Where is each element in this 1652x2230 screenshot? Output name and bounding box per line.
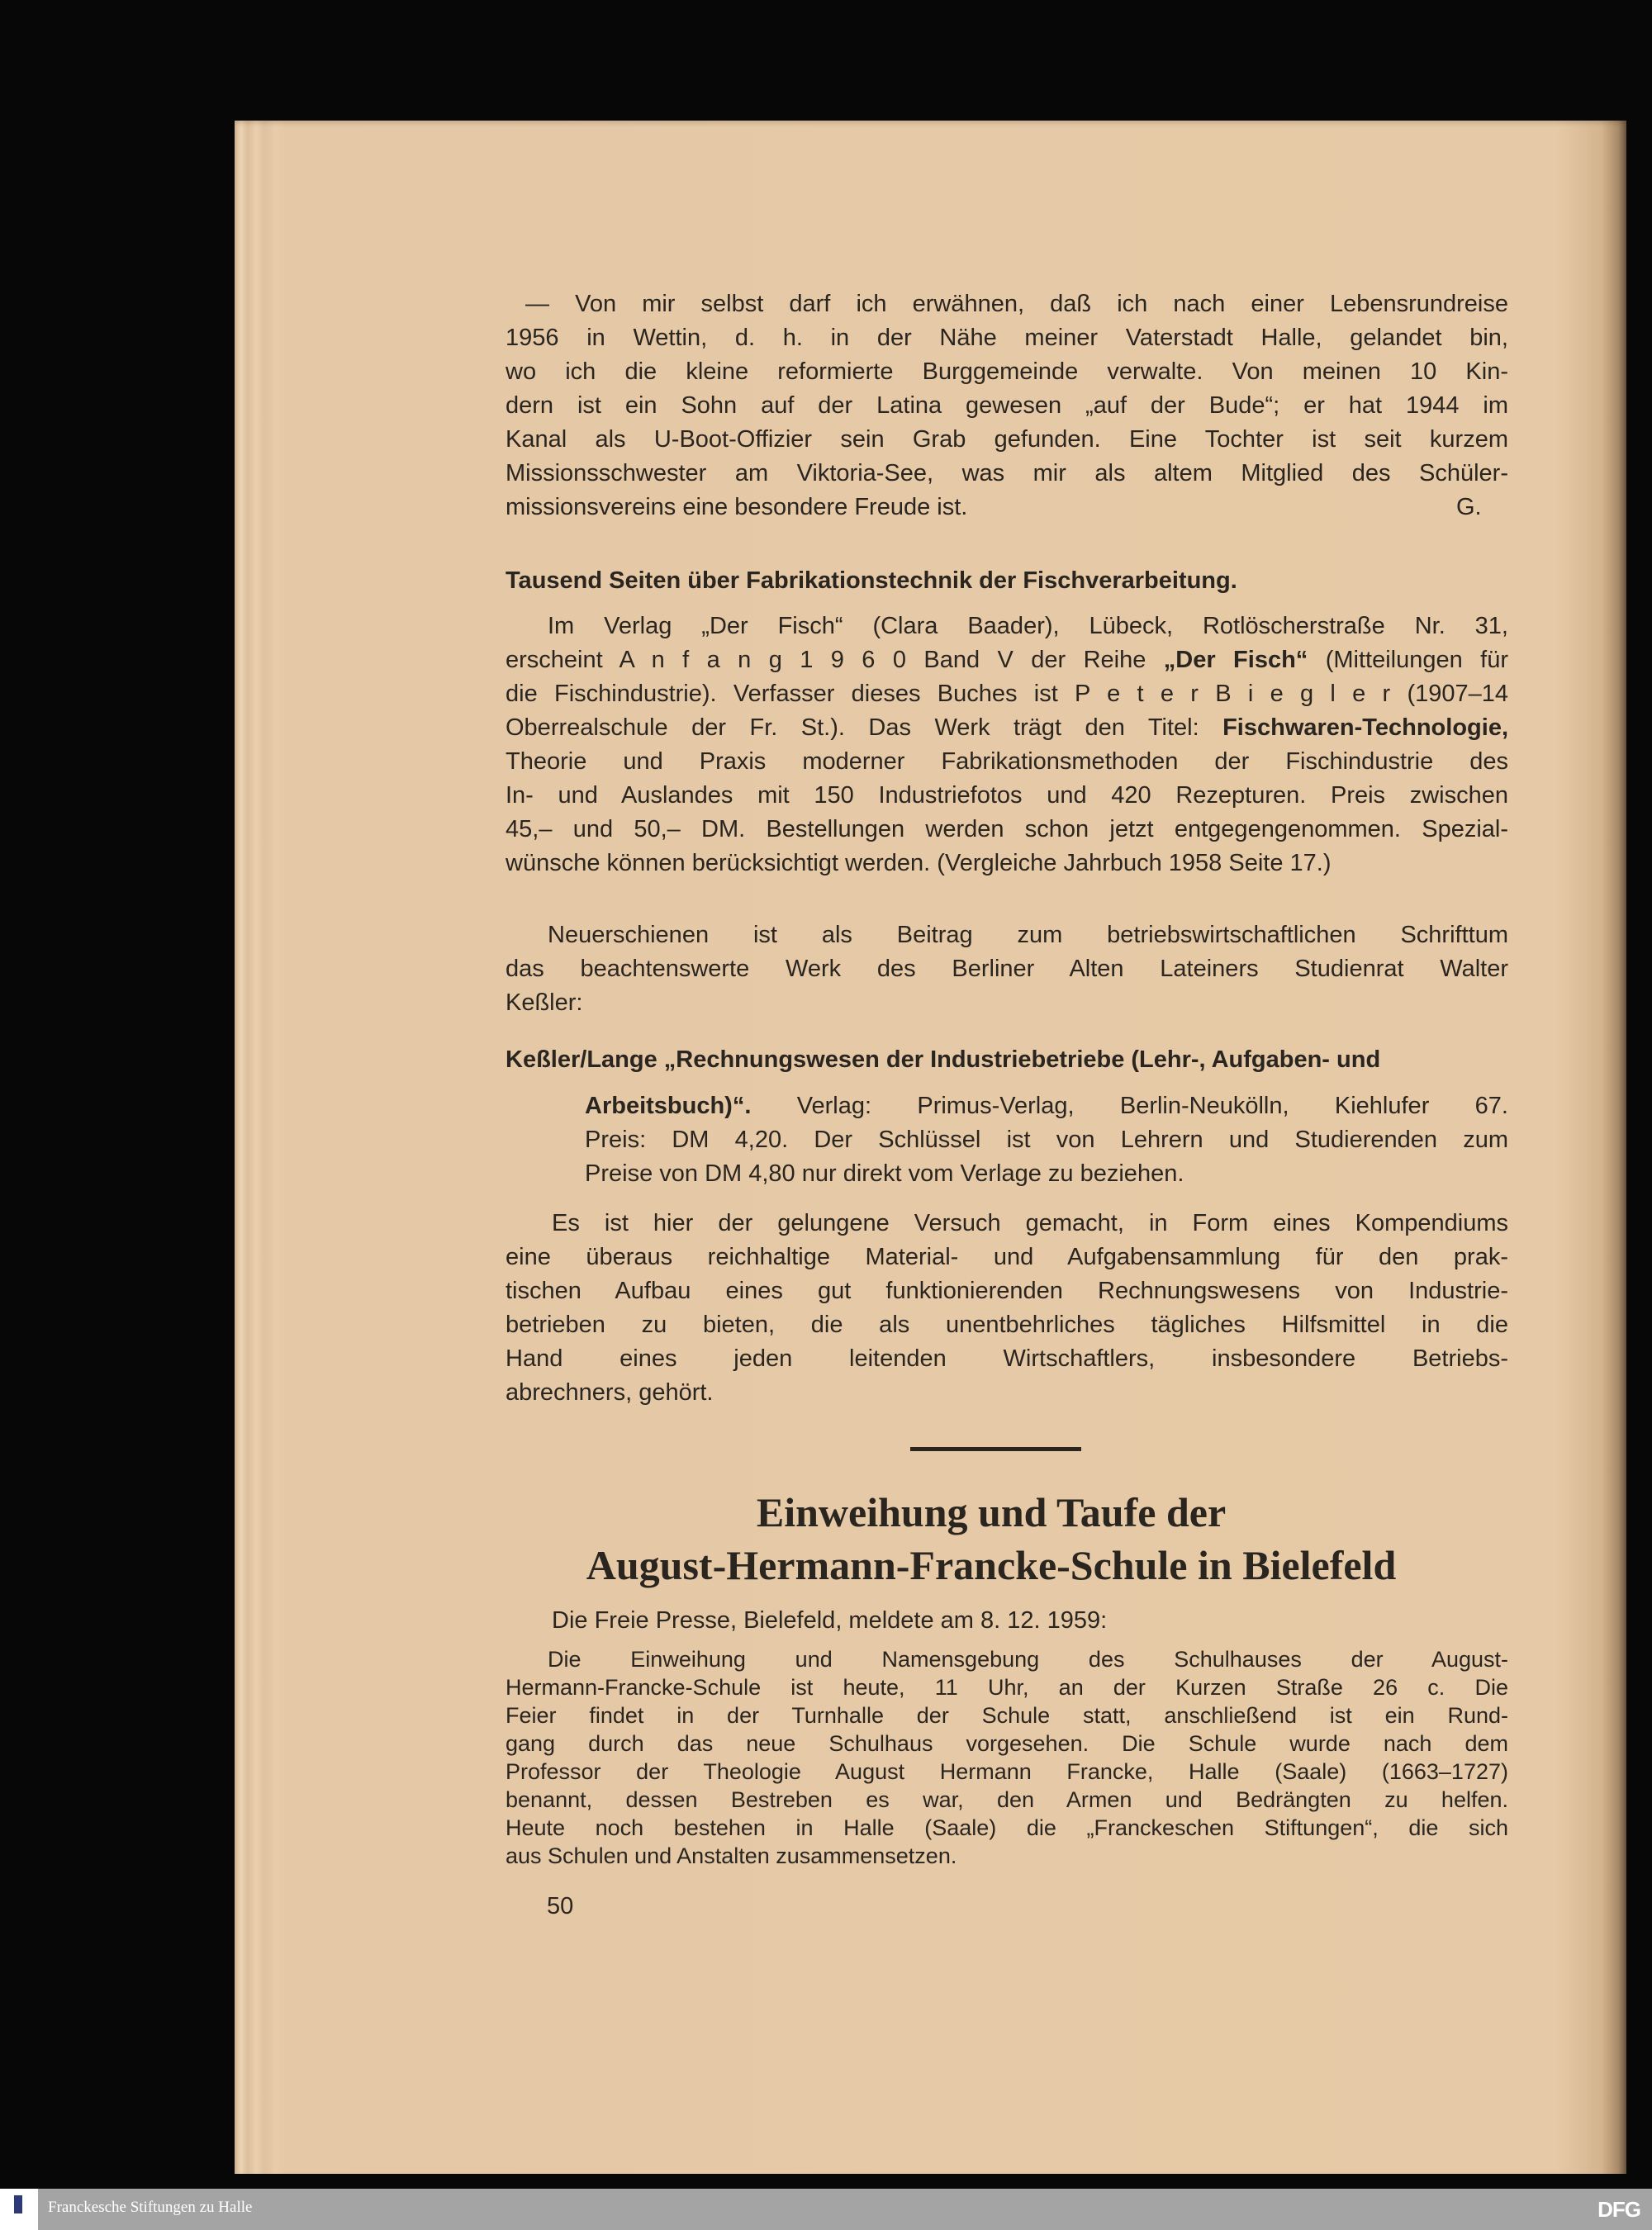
text-segment: Verlag: Primus-Verlag, Berlin-Neukölln, Kiehlufer 67.: [751, 1093, 1508, 1119]
book-citation-details: [585, 1089, 1508, 1191]
text-line: benannt, dessen Bestreben es war, den Armen und Bedrängten zu helfen.: [506, 1787, 1508, 1812]
text-line: missionsvereins eine besondere Freude ist.: [506, 494, 968, 520]
text-line: tischen Aufbau eines gut funktionierenden Rechnungswesens von Industrie-: [506, 1278, 1508, 1304]
page-number: 50: [547, 1893, 574, 1919]
text-line: 45,– und 50,– DM. Bestellungen werden schon jetzt entgegengenommen. Spezial-: [506, 816, 1508, 842]
text-line: 1956 in Wettin, d. h. in der Nähe meiner Vaterstadt Halle, gelandet bin,: [506, 325, 1508, 351]
viewer-footer: [0, 2189, 1652, 2230]
text-line: das beachtenswerte Werk des Berliner Alten Lateiners Studienrat Walter: [506, 956, 1508, 982]
text-line: Keßler:: [506, 989, 583, 1016]
article-title-line-2: August-Hermann-Francke-Schule in Bielefeld: [586, 1542, 1397, 1588]
text-line: [585, 1089, 1508, 1123]
signature-initial: G.: [1456, 494, 1482, 520]
bold-text: Arbeitsbuch)“.: [585, 1093, 752, 1119]
text-line: Missionsschwester am Viktoria-See, was mir als altem Mitglied des Schüler-: [506, 460, 1508, 486]
section-heading-fish-book: [506, 564, 1508, 598]
text-line: Kanal als U-Boot-Offizier sein Grab gefunden. Eine Tochter ist seit kurzem: [506, 426, 1508, 453]
text-line: [506, 1043, 1508, 1077]
text-line: gang durch das neue Schulhaus vorgesehen. Die Schule wurde nach dem: [506, 1731, 1508, 1756]
text-line: Preise von DM 4,80 nur direkt vom Verlage zu beziehen.: [585, 1160, 1184, 1187]
text-line: dern ist ein Sohn auf der Latina gewesen „auf der Bude“; er hat 1944 im: [506, 392, 1508, 419]
paragraph-new-publication: [506, 918, 1508, 1020]
text-line: Preis: DM 4,20. Der Schlüssel ist von Lehrern und Studierenden zum: [585, 1127, 1508, 1153]
paragraph-fish-book: [506, 610, 1508, 880]
institution-name-link[interactable]: Franckesche Stiftungen zu Halle: [48, 2199, 253, 2216]
text-segment: (Mitteilungen für: [1308, 647, 1508, 673]
bold-text: „Der Fisch“: [1163, 647, 1308, 673]
text-line: betrieben zu bieten, die als unentbehrliches tägliches Hilfsmittel in die: [506, 1312, 1508, 1338]
text-line: [506, 711, 1508, 745]
text-line: [506, 564, 1508, 598]
bold-text: Fischwaren-Technologie,: [1222, 714, 1508, 741]
bold-text: Keßler/Lange „Rechnungswesen der Industriebetriebe (Lehr-, Aufgaben- und: [506, 1046, 1381, 1073]
bold-text: Tausend Seiten über Fabrikationstechnik der Fischverarbeitung.: [506, 567, 1237, 594]
paragraph-school-inauguration: [506, 1645, 1508, 1870]
dfg-logo-icon[interactable]: DFG: [1597, 2197, 1640, 2222]
text-line: wünsche können berücksichtigt werden. (Vergleiche Jahrbuch 1958 Seite 17.): [506, 850, 1332, 876]
paragraph-book-review: [506, 1207, 1508, 1410]
book-citation-heading: [506, 1043, 1508, 1077]
text-line: Es ist hier der gelungene Versuch gemacht, in Form eines Kompendiums: [552, 1210, 1508, 1236]
paragraph-personal-note: [506, 287, 1508, 524]
text-line: Neuerschienen ist als Beitrag zum betriebswirtschaftlichen Schrifttum: [548, 922, 1508, 948]
text-line: die Fischindustrie). Verfasser dieses Buches ist P e t e r B i e g l e r (1907–14: [506, 681, 1508, 707]
text-line: aus Schulen und Anstalten zusammensetzen.: [506, 1843, 957, 1868]
text-line: Hermann-Francke-Schule ist heute, 11 Uhr, an der Kurzen Straße 26 c. Die: [506, 1675, 1508, 1700]
text-line: In- und Auslandes mit 150 Industriefotos und 420 Rezepturen. Preis zwischen: [506, 782, 1508, 809]
article-title-line-1: Einweihung und Taufe der: [756, 1489, 1227, 1535]
text-line: eine überaus reichhaltige Material- und Aufgabensammlung für den prak-: [506, 1244, 1508, 1270]
institution-logo-icon[interactable]: [0, 2189, 38, 2230]
article-lead: Die Freie Presse, Bielefeld, meldete am 8. 12. 1959:: [552, 1607, 1108, 1634]
text-segment: Oberrealschule der Fr. St.). Das Werk trägt den Titel:: [506, 714, 1223, 741]
text-line: abrechners, gehört.: [506, 1379, 714, 1406]
text-line: Feier findet in der Turnhalle der Schule statt, anschließend ist ein Rund-: [506, 1703, 1508, 1728]
text-line: Heute noch bestehen in Halle (Saale) die „Franckeschen Stiftungen“, die sich: [506, 1815, 1508, 1840]
text-line: — Von mir selbst darf ich erwähnen, daß ich nach einer Lebensrundreise: [525, 291, 1508, 317]
text-line: Theorie und Praxis moderner Fabrikationsmethoden der Fischindustrie des: [506, 748, 1508, 775]
text-line: [506, 643, 1508, 677]
text-line: wo ich die kleine reformierte Burggemeinde verwalte. Von meinen 10 Kin-: [506, 358, 1508, 385]
text-line: Im Verlag „Der Fisch“ (Clara Baader), Lübeck, Rotlöscherstraße Nr. 31,: [548, 613, 1508, 639]
section-divider: [910, 1447, 1081, 1451]
text-line: Die Einweihung und Namensgebung des Schulhauses der August-: [548, 1647, 1508, 1672]
text-line: Hand eines jeden leitenden Wirtschaftlers, insbesondere Betriebs-: [506, 1345, 1508, 1372]
text-line: Professor der Theologie August Hermann Francke, Halle (Saale) (1663–1727): [506, 1759, 1508, 1784]
text-segment: erscheint A n f a n g 1 9 6 0 Band V der Reihe: [506, 647, 1164, 673]
